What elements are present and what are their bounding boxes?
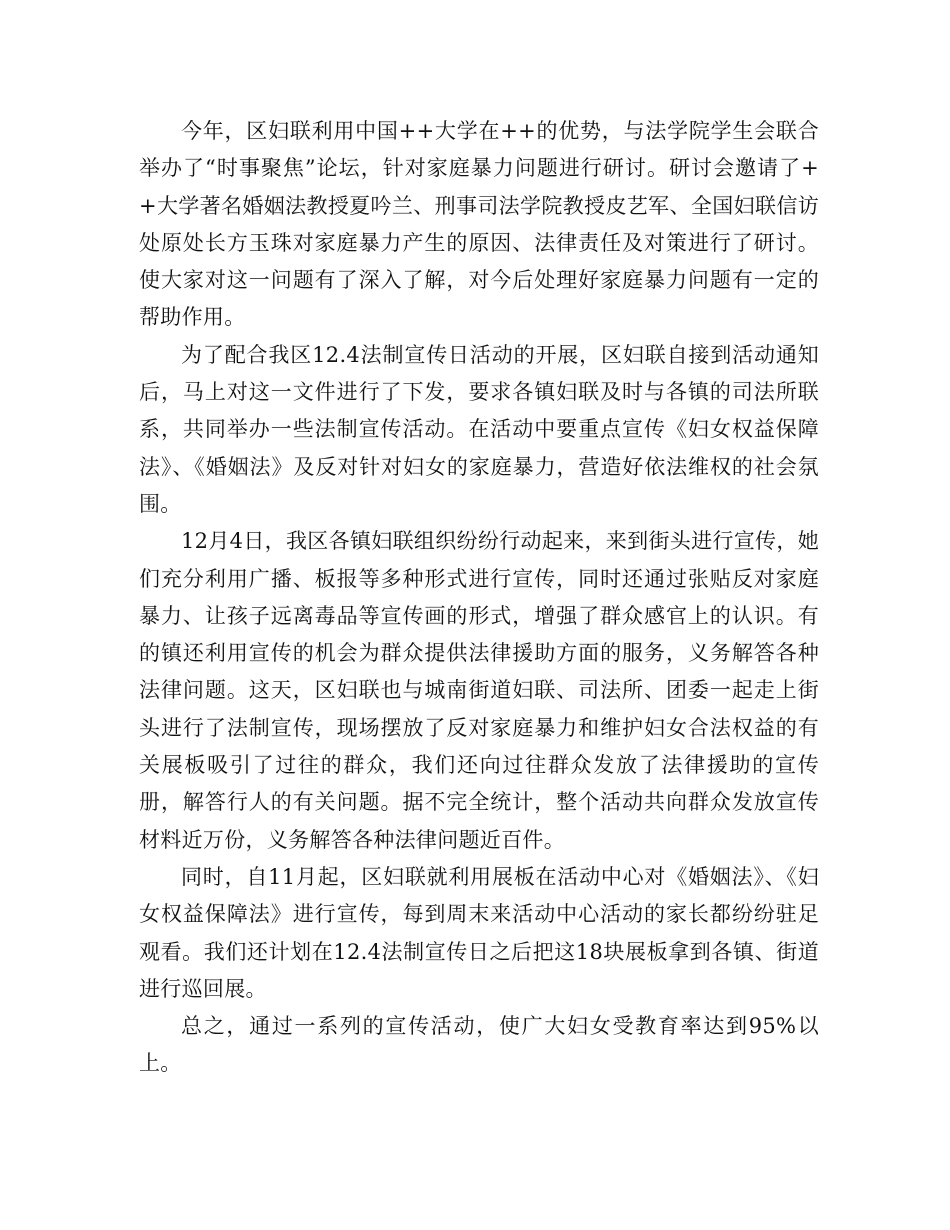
document-body (139, 113, 819, 1083)
paragraph-legal-day: 为了配合我区12.4法制宣传日活动的开展，区妇联自接到活动通知后，马上对这一文件进行了下发，要求各镇妇联及时与各镇的司法所联系，共同举办一些法制宣传活动。在活动中要重点宣传《妇女权益保障法》、《婚姻法》及反对针对妇女的家庭暴力，营造好依法维权的社会氛围。 (139, 342, 819, 516)
paragraph-exhibition: 同时，自11月起，区妇联就利用展板在活动中心对《婚姻法》、《妇女权益保障法》进行宣传，每到周末来活动中心活动的家长都纷纷驻足观看。我们还计划在12.4法制宣传日之后把这18块展板拿到各镇、街道进行巡回展。 (139, 864, 819, 1001)
paragraph-forum: 今年，区妇联利用中国++大学在++的优势，与法学院学生会联合举办了“时事聚焦”论坛，针对家庭暴力问题进行研讨。研讨会邀请了++大学著名婚姻法教授夏吟兰、刑事司法学院教授皮艺军、全国妇联信访处原处长方玉珠对家庭暴力产生的原因、法律责任及对策进行了研讨。使大家对这一问题有了深入了解，对今后处理好家庭暴力问题有一定的帮助作用。 (139, 119, 819, 330)
paragraph-summary: 总之，通过一系列的宣传活动，使广大妇女受教育率达到95%以上。 (139, 1014, 819, 1076)
paragraph-dec-4-activities: 12月4日，我区各镇妇联组织纷纷行动起来，来到街头进行宣传，她们充分利用广播、板报等多种形式进行宣传，同时还通过张贴反对家庭暴力、让孩子远离毒品等宣传画的形式，增强了群众感官上的认识。有的镇还利用宣传的机会为群众提供法律援助方面的服务，义务解答各种法律问题。这天，区妇联也与城南街道妇联、司法所、团委一起走上街头进行了法制宣传，现场摆放了反对家庭暴力和维护妇女合法权益的有关展板吸引了过往的群众，我们还向过往群众发放了法律援助的宣传册，解答行人的有关问题。据不完全统计，整个活动共向群众发放宣传材料近万份，义务解答各种法律问题近百件。 (139, 529, 819, 852)
